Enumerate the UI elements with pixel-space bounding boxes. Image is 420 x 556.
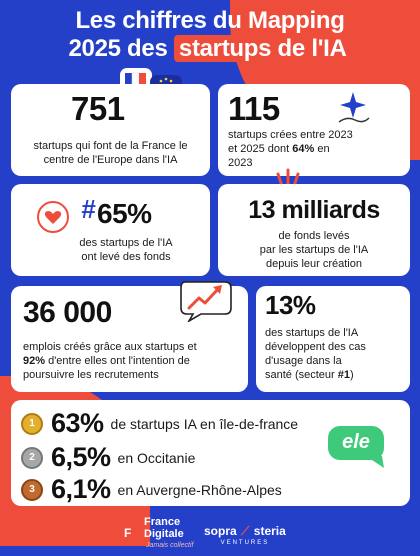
stat-desc-line1: emplois créés grâce aux startups et bbox=[23, 341, 197, 353]
ranking-label: en Occitanie bbox=[117, 449, 196, 466]
stat-desc-line3: 2023 bbox=[228, 157, 253, 169]
speech-bubble-tail bbox=[366, 456, 386, 470]
title-prefix: 2025 des bbox=[68, 35, 174, 62]
stat-value: 115 bbox=[228, 90, 280, 127]
stat-card-13-milliards bbox=[218, 184, 410, 276]
stat-desc-line3: d'usage dans la bbox=[265, 355, 342, 367]
sopra-steria-logo bbox=[204, 524, 286, 546]
svg-text:F: F bbox=[124, 526, 132, 540]
stat-card-36000 bbox=[11, 286, 248, 392]
stat-desc-line4: santé (secteur #1) bbox=[265, 369, 354, 381]
stat-value: 65% bbox=[97, 198, 152, 229]
sparkle-hand-icon bbox=[333, 88, 373, 128]
fd-tagline: Jamais collectif bbox=[146, 542, 194, 549]
ranking-row-2 bbox=[21, 442, 195, 473]
ranking-percent: 63% bbox=[51, 408, 104, 438]
stat-card-13-percent bbox=[256, 286, 410, 392]
sopra-steria-separator-icon: ⟋ bbox=[241, 524, 250, 538]
stat-desc-line2: centre de l'Europe dans l'IA bbox=[43, 154, 178, 166]
heart-bubble-icon bbox=[35, 200, 75, 234]
stat-value: 36 000 bbox=[23, 296, 112, 329]
ranking-percent: 6,1% bbox=[51, 474, 111, 504]
speech-bubble-decoration: ele bbox=[328, 426, 384, 460]
stat-desc-line1: de fonds levés bbox=[278, 230, 350, 242]
ventures-text: VENTURES bbox=[220, 540, 270, 546]
growth-chart-bubble-icon bbox=[177, 274, 237, 322]
hashtag-symbol: # bbox=[81, 194, 95, 224]
ranking-label: en Auvergne-Rhône-Alpes bbox=[117, 481, 282, 498]
page-title-line1: Les chiffres du Mapping bbox=[75, 7, 345, 34]
stat-card-65 bbox=[11, 184, 210, 276]
steria-text: steria bbox=[253, 524, 286, 538]
stat-value: 13% bbox=[265, 290, 316, 320]
ranking-row-1 bbox=[21, 408, 298, 439]
stat-desc-line1: des startups de l'IA bbox=[79, 237, 173, 249]
stat-desc-line1: startups crées entre 2023 bbox=[228, 129, 353, 141]
page-title-line2 bbox=[0, 36, 420, 62]
ranking-percent: 6,5% bbox=[51, 442, 111, 472]
stat-value: 13 milliards bbox=[248, 196, 380, 224]
fd-line1: France bbox=[144, 516, 181, 528]
stat-card-751 bbox=[11, 84, 210, 176]
stat-desc-line2: et 2025 dont 64% en bbox=[228, 143, 330, 155]
silver-medal-icon: 2 bbox=[21, 447, 43, 469]
title-highlight: startups de l'IA bbox=[174, 35, 352, 62]
gold-medal-icon: 1 bbox=[21, 413, 43, 435]
stat-value: 751 bbox=[71, 90, 125, 127]
bronze-medal-icon: 3 bbox=[21, 479, 43, 501]
france-digitale-logo-icon bbox=[118, 520, 140, 544]
ranking-row-3 bbox=[21, 474, 282, 505]
stat-desc-line2: 92% d'entre elles ont l'intention de bbox=[23, 355, 190, 367]
fd-line2: Digitale bbox=[144, 528, 184, 540]
stat-desc-line3: depuis leur création bbox=[265, 258, 362, 270]
stat-desc-line1: des startups de l'IA bbox=[265, 327, 359, 339]
stat-card-115 bbox=[218, 84, 410, 176]
ranking-label: de startups IA en île-de-france bbox=[110, 415, 299, 432]
stat-desc-line2: par les startups de l'IA bbox=[259, 244, 369, 256]
stat-desc-line2: développent des cas bbox=[265, 341, 366, 353]
stat-desc-line1: startups qui font de la France le bbox=[33, 140, 188, 152]
sopra-text: sopra bbox=[204, 524, 237, 538]
stat-desc-line3: poursuivre les recrutements bbox=[23, 369, 159, 381]
stat-desc-line2: ont levé des fonds bbox=[81, 251, 171, 263]
